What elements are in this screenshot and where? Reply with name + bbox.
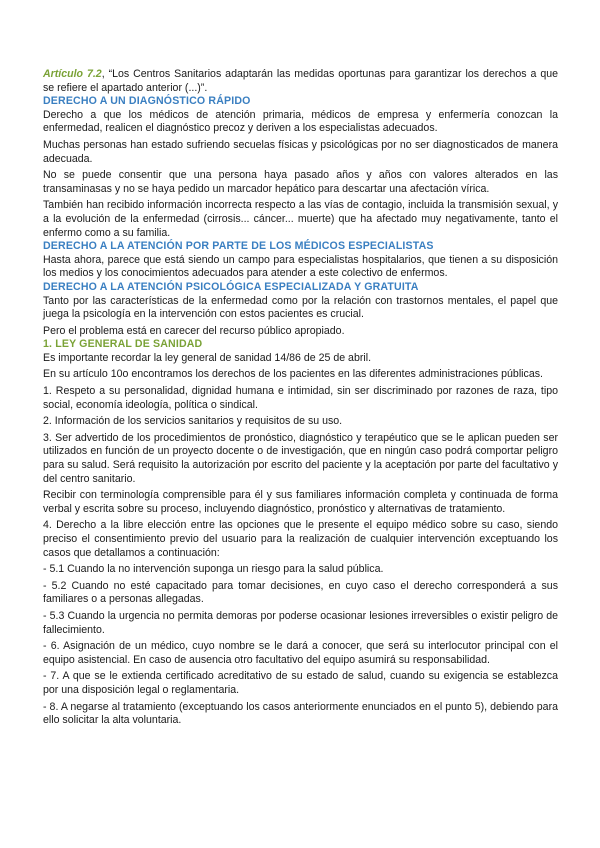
document-page: [43, 68, 558, 731]
list-item: - 7. A que se le extienda certificado acreditativo de su estado de salud, cuando su exigencia se establezca por una disposición legal o reglamentaria.: [43, 670, 558, 696]
list-item: 3. Ser advertido de los procedimientos de pronóstico, diagnóstico y terapéutico que se le aplican pueden ser utilizados en función de un proyecto docente o de investigación, que en ningún caso podrá comportar peligro para su salud. Será requisito la autorización por escrito del paciente y la aceptación por parte del facultativo y del centro sanitario.: [43, 431, 558, 485]
paragraph: También han recibido información incorrecta respecto a las vías de contagio, incluida la transmisión sexual, y a la evolución de la enfermedad (cirrosis... cáncer... muerte) que ha afectado muy negativamente, tanto el enfermo como a su familia.: [43, 199, 558, 239]
paragraph: Es importante recordar la ley general de sanidad 14/86 de 25 de abril.: [43, 351, 372, 364]
intro-text: , “Los Centros Sanitarios adaptarán las medidas oportunas para garantizar los derechos a que se refiere el apartado anterior (...)”.: [43, 68, 558, 94]
paragraph: Recibir con terminología comprensible para él y sus familiares información completa y continuada de forma verbal y escrita sobre su proceso, incluyendo diagnóstico, pronóstico y alternativas de tratamiento.: [43, 489, 558, 515]
paragraph: Muchas personas han estado sufriendo secuelas físicas y psicológicas por no ser diagnosticados de manera adecuada.: [43, 138, 558, 165]
heading-diagnostico-rapido: DERECHO A UN DIAGNÓSTICO RÁPIDO: [43, 95, 251, 108]
paragraph: Pero el problema está en carecer del recurso público apropiado.: [43, 324, 345, 337]
paragraph: Derecho a que los médicos de atención primaria, médicos de empresa y enfermería conozcan la enfermedad, realicen el diagnóstico precoz y deriven a los especialistas adecuados.: [43, 108, 558, 135]
heading-ley-general-sanidad: 1. LEY GENERAL DE SANIDAD: [43, 338, 203, 351]
list-item: 2. Información de los servicios sanitarios y requisitos de su uso.: [43, 415, 343, 428]
paragraph: En su artículo 10o encontramos los derechos de los pacientes en las diferentes administraciones públicas.: [43, 368, 543, 381]
list-item: - 6. Asignación de un médico, cuyo nombre se le dará a conocer, que será su interlocutor principal con el equipo asistencial. En caso de ausencia otro facultativo del equipo asumirá su responsabilidad.: [43, 640, 558, 666]
heading-atencion-psicologica: DERECHO A LA ATENCIÓN PSICOLÓGICA ESPECIALIZADA Y GRATUITA: [43, 280, 419, 293]
list-item: - 5.2 Cuando no esté capacitado para tomar decisiones, en cuyo caso el derecho corresponderá a sus familiares o a personas allegadas.: [43, 579, 558, 606]
list-item: 4. Derecho a la libre elección entre las opciones que le presente el equipo médico sobre su caso, siendo preciso el consentimiento previo del usuario para la realización de cualquier intervención exceptuando los casos que detallamos a continuación:: [43, 519, 558, 559]
article-reference: Artículo 7.2: [43, 68, 102, 80]
list-item: 1. Respeto a su personalidad, dignidad humana e intimidad, sin ser discriminado por razones de raza, tipo social, economía ideología, política o sindical.: [43, 385, 558, 411]
intro-paragraph: [43, 68, 558, 95]
list-item: - 5.3 Cuando la urgencia no permita demoras por poderse ocasionar lesiones irreversibles o existir peligro de fallecimiento.: [43, 609, 558, 636]
paragraph: No se puede consentir que una persona haya pasado años y años con valores alterados en las transaminasas y no se haya pedido un marcador hepático para descartar una afectación vírica.: [43, 169, 558, 195]
paragraph: Tanto por las características de la enfermedad como por la relación con trastornos mentales, el papel que juega la psicología en la intervención con estos pacientes es crucial.: [43, 294, 558, 321]
heading-medicos-especialistas: DERECHO A LA ATENCIÓN POR PARTE DE LOS MÉDICOS ESPECIALISTAS: [43, 240, 434, 253]
paragraph: Hasta ahora, parece que está siendo un campo para especialistas hospitalarios, que tienen a su disposición los medios y los conocimientos adecuados para atender a este colectivo de enfermos.: [43, 253, 558, 280]
list-item: - 8. A negarse al tratamiento (exceptuando los casos anteriormente enunciados en el punto 5), debiendo para ello solicitar la alta voluntaria.: [43, 700, 558, 727]
list-item: - 5.1 Cuando la no intervención suponga un riesgo para la salud pública.: [43, 563, 384, 576]
